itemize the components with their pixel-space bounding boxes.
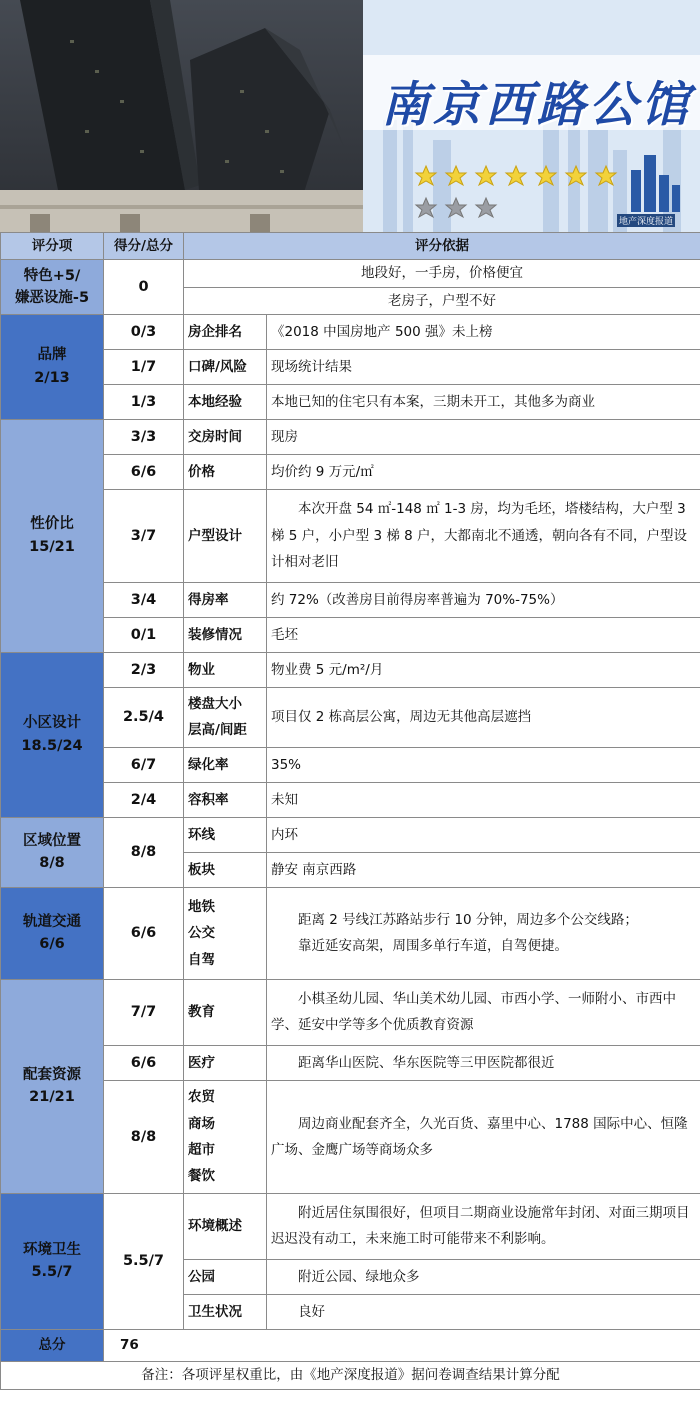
score: 0/3: [104, 314, 184, 349]
sub-item: 交房时间: [184, 419, 267, 454]
sub-item-line: 餐饮: [188, 1168, 215, 1185]
category-total: 5.5/7: [31, 1264, 73, 1281]
score: 3/4: [104, 582, 184, 617]
basis-text: 现场统计结果: [267, 349, 700, 384]
logo-caption: 地产深度报道: [617, 214, 675, 227]
category-label: 小区设计: [23, 715, 81, 732]
basis-text: 距离华山医院、华东医院等三甲医院都很近: [267, 1045, 700, 1080]
score: 6/6: [104, 1045, 184, 1080]
sub-item: 板块: [184, 852, 267, 887]
category-total: 21/21: [29, 1089, 75, 1106]
basis-text: 项目仅 2 栋高层公寓，周边无其他高层遮挡: [267, 687, 700, 747]
header-item: 评分项: [1, 233, 104, 260]
category-label: 品牌: [37, 347, 67, 364]
score: 0: [104, 260, 184, 315]
score: 7/7: [104, 979, 184, 1045]
category-value: [1, 419, 104, 652]
table-row: [1, 1080, 700, 1193]
table-row: [1, 652, 700, 687]
table-row: [1, 454, 700, 489]
category-label: 特色+5/: [23, 267, 81, 284]
category-transit: [1, 887, 104, 979]
score: 5.5/7: [104, 1193, 184, 1329]
score: 2.5/4: [104, 687, 184, 747]
sub-item: [184, 1080, 267, 1193]
basis-text: 附近居住氛围很好，但项目二期商业设施常年封闭、对面三期项目迟迟没有动工，未来施工时可能带来不利影响。: [267, 1193, 700, 1259]
note-row: [1, 1361, 700, 1389]
category-community: [1, 652, 104, 817]
sub-item: 户型设计: [184, 489, 267, 582]
banner: [0, 0, 700, 232]
basis-text: 《2018 中国房地产 500 强》未上榜: [267, 314, 700, 349]
sub-item: 口碑/风险: [184, 349, 267, 384]
sub-item-line: 层高/间距: [188, 722, 247, 739]
category-feature: [1, 260, 104, 315]
sub-item: 医疗: [184, 1045, 267, 1080]
score: 8/8: [104, 817, 184, 887]
score: 3/3: [104, 419, 184, 454]
header-score: 得分/总分: [104, 233, 184, 260]
sub-item: 卫生状况: [184, 1294, 267, 1329]
basis-text: [267, 887, 700, 979]
score: 6/6: [104, 887, 184, 979]
score: 6/7: [104, 747, 184, 782]
basis-text: 约 72%（改善房目前得房率普遍为 70%-75%）: [267, 582, 700, 617]
table-row: [1, 1193, 700, 1259]
sub-item: [184, 887, 267, 979]
feature-positive: 地段好，一手房，价格便宜: [184, 260, 700, 287]
basis-text: 良好: [267, 1294, 700, 1329]
sub-item: 价格: [184, 454, 267, 489]
project-title: 南京西路公馆: [381, 77, 694, 133]
category-total: 18.5/24: [21, 737, 83, 754]
category-label: 嫌恶设施-5: [14, 290, 90, 307]
basis-text: 静安 南京西路: [267, 852, 700, 887]
sub-item-line: 公交: [188, 925, 215, 942]
basis-text: 物业费 5 元/m²/月: [267, 652, 700, 687]
sub-item: 装修情况: [184, 617, 267, 652]
sub-item: 环线: [184, 817, 267, 852]
basis-text: 内环: [267, 817, 700, 852]
sub-item-line: 商场: [188, 1115, 215, 1132]
category-total: 8/8: [39, 855, 65, 872]
feature-negative: 老房子，户型不好: [184, 287, 700, 314]
category-brand: [1, 314, 104, 419]
category-amenities: [1, 979, 104, 1193]
sub-item: 教育: [184, 979, 267, 1045]
category-label: 区域位置: [23, 832, 81, 849]
basis-text: 本地已知的住宅只有本案，三期未开工，其他多为商业: [267, 384, 700, 419]
score: 6/6: [104, 454, 184, 489]
sub-item: 得房率: [184, 582, 267, 617]
sub-item: 物业: [184, 652, 267, 687]
category-total: 2/13: [34, 369, 70, 386]
basis-text: 附近公园、绿地众多: [267, 1259, 700, 1294]
table-row: [1, 1045, 700, 1080]
building-photo: [0, 0, 363, 232]
category-total: 15/21: [29, 538, 75, 555]
category-label: 环境卫生: [23, 1241, 81, 1258]
table-row: [1, 887, 700, 979]
sub-item: 环境概述: [184, 1193, 267, 1259]
sub-item: 绿化率: [184, 747, 267, 782]
table-row: [1, 489, 700, 582]
category-environment: [1, 1193, 104, 1329]
basis-text: 周边商业配套齐全，久光百货、嘉里中心、1788 国际中心、恒隆广场、金鹰广场等商场众多: [267, 1080, 700, 1193]
table-row: [1, 314, 700, 349]
table-row: [1, 979, 700, 1045]
sub-item: 公园: [184, 1259, 267, 1294]
sub-item: [184, 687, 267, 747]
table-row: [1, 782, 700, 817]
total-value: 76: [104, 1329, 700, 1361]
sub-item-line: 地铁: [188, 898, 215, 915]
table-row: [1, 617, 700, 652]
score: 3/7: [104, 489, 184, 582]
score: 0/1: [104, 617, 184, 652]
basis-text: 毛坯: [267, 617, 700, 652]
basis-text: 35%: [267, 747, 700, 782]
score: 1/3: [104, 384, 184, 419]
basis-text: 小棋圣幼儿园、华山美术幼儿园、市西小学、一师附小、市西中学、延安中学等多个优质教育资源: [267, 979, 700, 1045]
score: 2/4: [104, 782, 184, 817]
total-row: [1, 1329, 700, 1361]
category-label: 轨道交通: [23, 913, 81, 930]
score: 8/8: [104, 1080, 184, 1193]
table-row: [1, 260, 700, 287]
footnote: 备注：各项评星权重比，由《地产深度报道》据问卷调查结果计算分配: [1, 1361, 700, 1389]
table-row: [1, 687, 700, 747]
sub-item-line: 农贸: [188, 1089, 215, 1106]
basis-line: 距离 2 号线江苏路站步行 10 分钟，周边多个公交线路；: [298, 912, 638, 929]
sub-item-line: 自驾: [188, 951, 215, 968]
basis-text: 均价约 9 万元/㎡: [267, 454, 700, 489]
table-header-row: [1, 233, 700, 260]
category-location: [1, 817, 104, 887]
table-row: [1, 349, 700, 384]
basis-line: 靠近延安高架，周围多单行车道，自驾便捷。: [298, 938, 568, 955]
table-row: [1, 419, 700, 454]
sub-item: 本地经验: [184, 384, 267, 419]
rating-table: [0, 232, 700, 1390]
basis-text: 现房: [267, 419, 700, 454]
table-row: [1, 582, 700, 617]
basis-text: 本次开盘 54 ㎡-148 ㎡ 1-3 房，均为毛坯，塔楼结构，大户型 3 梯 5 户，小户型 3 梯 8 户，大都南北不通透，朝向各有不同，户型设计相对老旧: [267, 489, 700, 582]
sub-item: 容积率: [184, 782, 267, 817]
category-label: 配套资源: [23, 1066, 81, 1083]
sub-item: 房企排名: [184, 314, 267, 349]
table-row: [1, 747, 700, 782]
sub-item-line: 超市: [188, 1141, 215, 1158]
basis-text: 未知: [267, 782, 700, 817]
table-row: [1, 384, 700, 419]
score: 1/7: [104, 349, 184, 384]
score: 2/3: [104, 652, 184, 687]
table-row: [1, 817, 700, 852]
header-basis: 评分依据: [184, 233, 700, 260]
sub-item-line: 楼盘大小: [188, 696, 242, 713]
category-total: 6/6: [39, 936, 65, 953]
category-label: 性价比: [30, 516, 74, 533]
total-label: 总分: [1, 1329, 104, 1361]
